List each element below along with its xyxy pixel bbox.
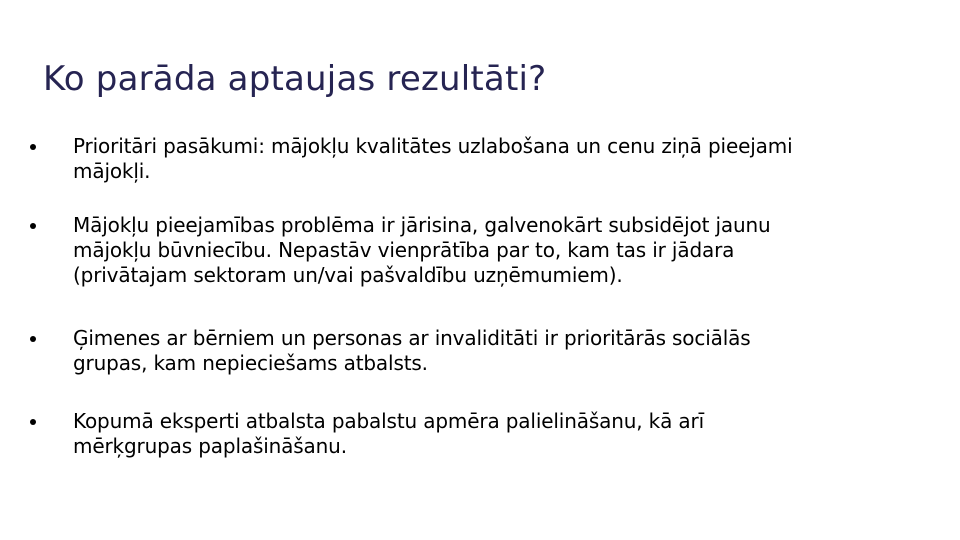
- bullet-line: mājokļi.: [73, 159, 151, 183]
- bullet-line: Ģimenes ar bērniem un personas ar invaliditāti ir prioritārās sociālās: [73, 326, 751, 350]
- bullet-dot-icon: [30, 336, 36, 342]
- bullet-line: Prioritāri pasākumi: mājokļu kvalitātes uzlabošana un cenu ziņā pieejami: [73, 134, 793, 158]
- bullet-text: [73, 134, 903, 184]
- bullet-text: [73, 326, 903, 376]
- bullet-line: (privātajam sektoram un/vai pašvaldību uzņēmumiem).: [73, 263, 623, 287]
- slide-title: Ko parāda aptaujas rezultāti?: [43, 59, 547, 99]
- bullet-line: Mājokļu pieejamības problēma ir jārisina, galvenokārt subsidējot jaunu: [73, 213, 771, 237]
- bullet-line: mājokļu būvniecību. Nepastāv vienprātība par to, kam tas ir jādara: [73, 238, 735, 262]
- bullet-text: [73, 409, 903, 459]
- bullet-line: mērķgrupas paplašināšanu.: [73, 434, 347, 458]
- bullet-dot-icon: [30, 223, 36, 229]
- bullet-text: [73, 213, 903, 288]
- bullet-dot-icon: [30, 419, 36, 425]
- bullet-line: Kopumā eksperti atbalsta pabalstu apmēra palielināšanu, kā arī: [73, 409, 705, 433]
- bullet-dot-icon: [30, 144, 36, 150]
- bullet-line: grupas, kam nepieciešams atbalsts.: [73, 351, 428, 375]
